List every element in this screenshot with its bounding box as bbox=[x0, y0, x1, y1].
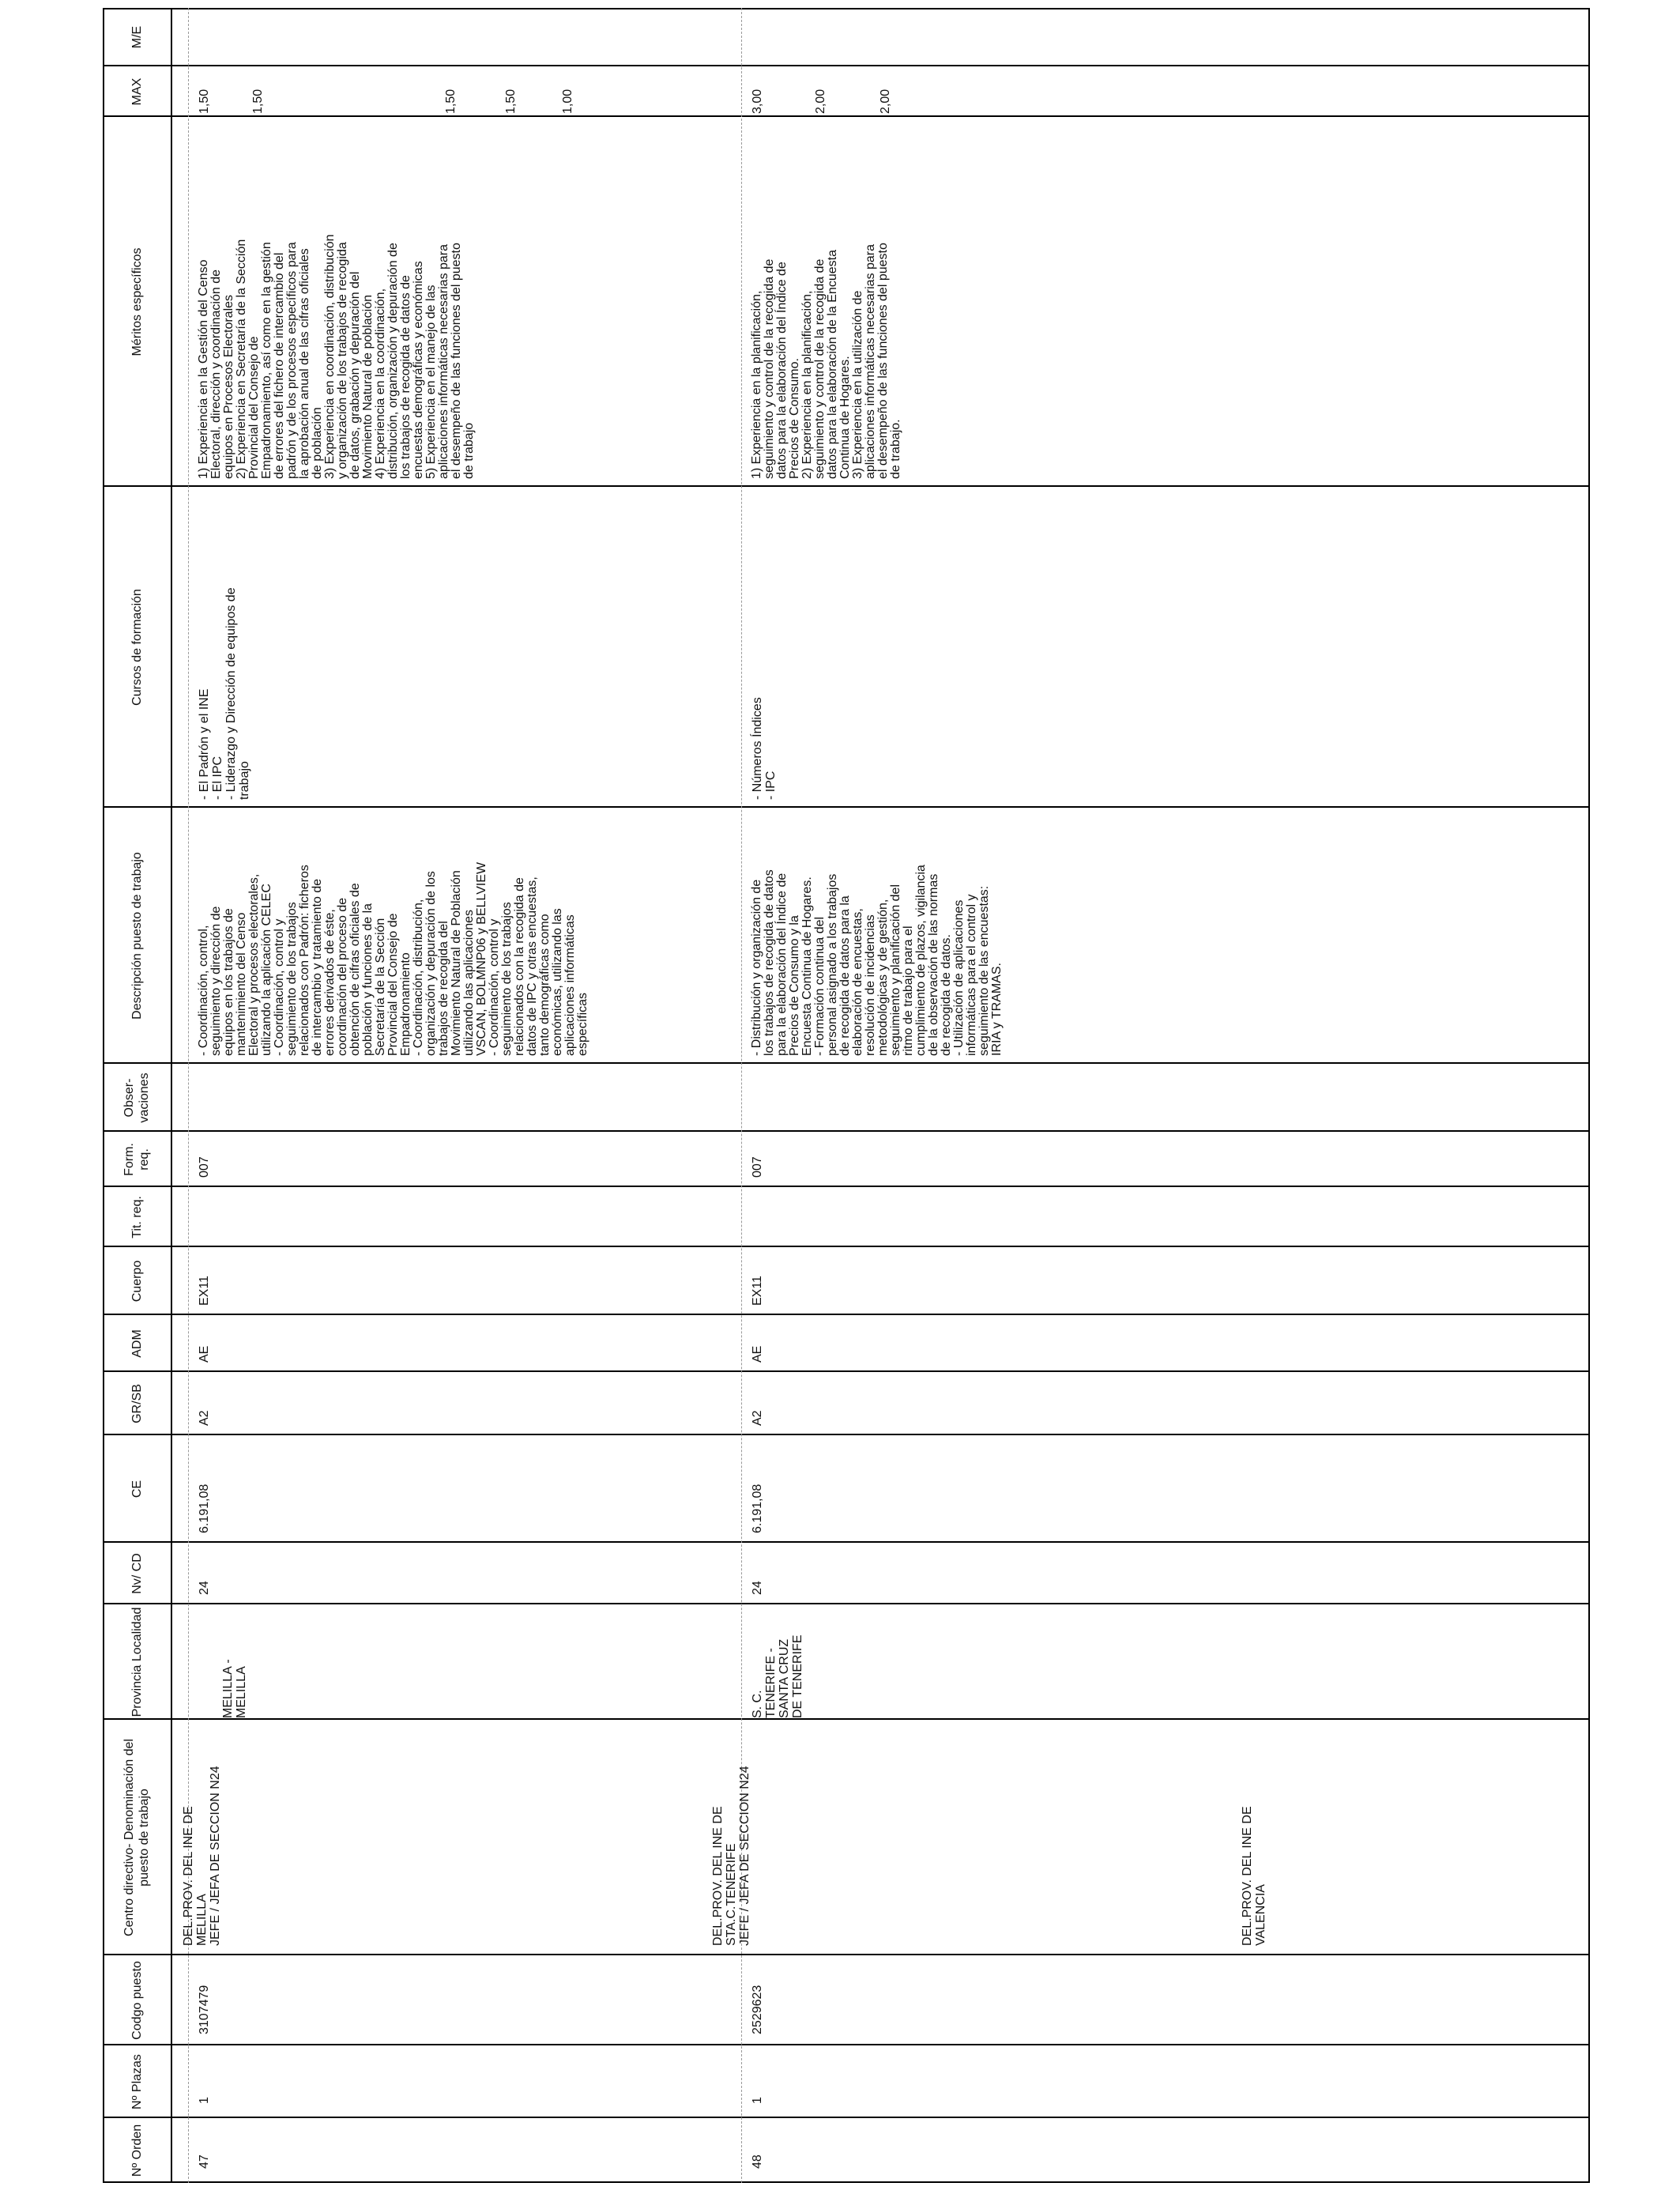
header-grsb: GR/SB bbox=[130, 1384, 144, 1423]
row48-form: 007 bbox=[751, 1156, 764, 1178]
header-meritos: Méritos específicos bbox=[130, 247, 144, 356]
row48-max-1: 3,00 bbox=[751, 89, 764, 114]
column-rule bbox=[103, 1718, 1590, 1720]
row47-adm: AE bbox=[198, 1345, 211, 1363]
column-rule bbox=[103, 2117, 1590, 2118]
header-orden: Nº Orden bbox=[130, 2124, 144, 2177]
row47-cuerpo: EX11 bbox=[198, 1276, 211, 1306]
column-rule bbox=[103, 8, 1590, 9]
row47-meritos: 1) Experiencia en la Gestión del Censo Electoral, dirección y coordinación de equipos en Procesos Electorales 2) Experiencia en Secretaría de la Sección Provincial del Consejo de Empadronamiento, así como en la gestión de errores del fichero de intercambio del padrón y de los procesos específicos para la aprobación anual de las cifras oficiales de población 3) Experiencia en coordinación, distribución y organización de los trabajos de recogida de datos, grabación y depuración del Movimiento Natural de población 4) Experiencia en la coordinación, distribución, organización y depuración de los trabajos de recogida de datos de encuestas demográficas y económicas 5) Experiencia en el manejo de las aplicaciones informáticas necesarias para el desempeño de las funciones del puesto de trabajo bbox=[197, 234, 476, 479]
row48-grsb: A2 bbox=[751, 1410, 764, 1426]
row47-max-3: 1,50 bbox=[444, 89, 458, 114]
row47-max-2: 1,50 bbox=[251, 89, 265, 114]
row47-orden: 47 bbox=[198, 2154, 211, 2169]
row48-plazas: 1 bbox=[751, 2097, 764, 2104]
row47-max-5: 1,00 bbox=[561, 89, 574, 114]
row48-descripcion: - Distribución y organización de los trabajos de recogida de datos para la elaboración del Índice de Precios de Consumo y la Encuesta Continua de Hogares. - Formación continua del personal asignado a los trabajos de recogida de datos para la elaboración de encuestas, resolución de incidencias metodológicas y de gestión, seguimiento y planificación del ritmo de trabajo para el cumplimiento de plazos, vigilancia de la observación de las normas de recogida de datos. - Utilización de aplicaciones informáticas para el control y seguimiento de las encuestas: IRIA y TRAMAS. bbox=[750, 865, 1004, 1056]
row48-provincia: S. C. TENERIFE - SANTA CRUZ DE TENERIFE bbox=[751, 1634, 804, 1718]
header-codigo: Codgo puesto bbox=[130, 1961, 144, 2040]
row48-adm: AE bbox=[751, 1345, 764, 1363]
table-bottom-rule bbox=[1588, 8, 1590, 2183]
header-cuerpo: Cuerpo bbox=[130, 1260, 144, 1302]
header-nvcd: Nv/ CD bbox=[130, 1553, 144, 1594]
header-plazas: Nº Plazas bbox=[130, 2054, 144, 2109]
row47-max-1: 1,50 bbox=[198, 89, 211, 114]
row48-centro: DEL.PROV. DEL INE DE STA.C.TENERIFE JEFE / JEFA DE SECCION N24 bbox=[711, 1766, 751, 1946]
header-me: M/E bbox=[130, 25, 144, 49]
row48-codigo: 2529623 bbox=[751, 1985, 764, 2034]
column-rule bbox=[103, 1186, 1590, 1187]
column-rule bbox=[103, 1314, 1590, 1315]
row47-form: 007 bbox=[198, 1156, 211, 1178]
header-tit: Tit. req. bbox=[130, 1196, 144, 1238]
column-rule bbox=[103, 1130, 1590, 1132]
column-rule bbox=[103, 806, 1590, 808]
column-rule bbox=[103, 1541, 1590, 1543]
row48-ce: 6.191,08 bbox=[751, 1483, 764, 1533]
column-rule bbox=[103, 1603, 1590, 1604]
row49-centro: DEL.PROV. DEL INE DE VALENCIA bbox=[1241, 1806, 1268, 1946]
row47-centro: DEL.PROV. DEL INE DE MELILLA JEFE / JEFA DE SECCION N24 bbox=[182, 1766, 222, 1946]
header-cursos: Cursos de formación bbox=[130, 589, 144, 706]
header-centro: Centro directivo- Denominación del puesto de trabajo bbox=[122, 1739, 151, 1936]
row48-max-3: 2,00 bbox=[879, 89, 892, 114]
column-rule bbox=[103, 485, 1590, 487]
column-rule bbox=[103, 1954, 1590, 1955]
column-rule bbox=[103, 1434, 1590, 1435]
column-rule bbox=[103, 1246, 1590, 1247]
header-provincia: Provincia Localidad bbox=[130, 1607, 144, 1717]
row48-max-2: 2,00 bbox=[814, 89, 827, 114]
row47-plazas: 1 bbox=[198, 2097, 211, 2104]
header-form: Form. req. bbox=[122, 1143, 151, 1176]
row47-codigo: 3107479 bbox=[198, 1985, 211, 2034]
column-rule bbox=[103, 1062, 1590, 1064]
header-ce: CE bbox=[130, 1480, 144, 1498]
column-rule bbox=[103, 2044, 1590, 2045]
row48-meritos: 1) Experiencia en la planificación, seguimiento y control de la recogida de datos para la elaboración del Índice de Precios de Consumo. 2) Experiencia en la planificación, seguimiento y control de la recogida de datos para la elaboración de la Encuesta Continua de Hogares. 3) Experiencia en la utilización de aplicaciones informáticas necesarias para el desempeño de las funciones del puesto de trabajo. bbox=[750, 243, 902, 479]
table-frame bbox=[103, 8, 1590, 2183]
row47-cursos: - El Padrón y el INE - El IPC - Liderazgo y Dirección de equipos de trabajo bbox=[198, 587, 251, 800]
column-rule bbox=[103, 115, 1590, 117]
header-adm: ADM bbox=[130, 1329, 144, 1358]
header-rule bbox=[171, 8, 172, 2183]
row48-nvcd: 24 bbox=[751, 1581, 764, 1595]
column-rule bbox=[103, 1370, 1590, 1372]
row47-nvcd: 24 bbox=[198, 1581, 211, 1595]
table-header bbox=[103, 8, 171, 2183]
table-top-rule bbox=[103, 8, 104, 2183]
header-max: MAX bbox=[130, 77, 144, 106]
row48-orden: 48 bbox=[751, 2154, 764, 2169]
row48-cursos: - Números Índices - IPC bbox=[751, 697, 778, 800]
row47-grsb: A2 bbox=[198, 1410, 211, 1426]
row47-descripcion: - Coordinación, control, seguimiento y dirección de equipos en los trabajos de mantenimiento del Censo Electoral y procesos electorales, utilizando la aplicación CELEC - Coordinación, control y seguimiento de los trabajos relacionados con Padrón: ficheros de intercambio y tratamiento de errores derivados de éste, coordinación del proceso de obtención de cifras oficiales de población y funciones de la Secretaría de la Sección Provincial del Consejo de Empadronamiento - Coordinación, distribución, organización y depuración de los trabajos de recogida del Movimiento Natural de Población utilizando las aplicaciones VSCAN, BOLMNP06 y BELLVIEW - Coordinación, control y seguimiento de los trabajos relacionados con la recogida de datos de IPC y otras encuestas, tanto demográficas como económicas, utilizando las aplicaciones informáticas específicas bbox=[197, 861, 590, 1056]
header-obs: Obser- vaciones bbox=[122, 1072, 151, 1123]
row47-ce: 6.191,08 bbox=[198, 1483, 211, 1533]
column-rule bbox=[103, 2181, 1590, 2183]
row47-max-4: 1,50 bbox=[504, 89, 518, 114]
header-descripcion: Descripción puesto de trabajo bbox=[130, 852, 144, 1020]
rotated-table-page bbox=[103, 8, 1590, 2183]
column-rule bbox=[103, 65, 1590, 66]
row47-provincia: MELILLA - MELILLA bbox=[221, 1659, 248, 1718]
row48-cuerpo: EX11 bbox=[751, 1276, 764, 1306]
